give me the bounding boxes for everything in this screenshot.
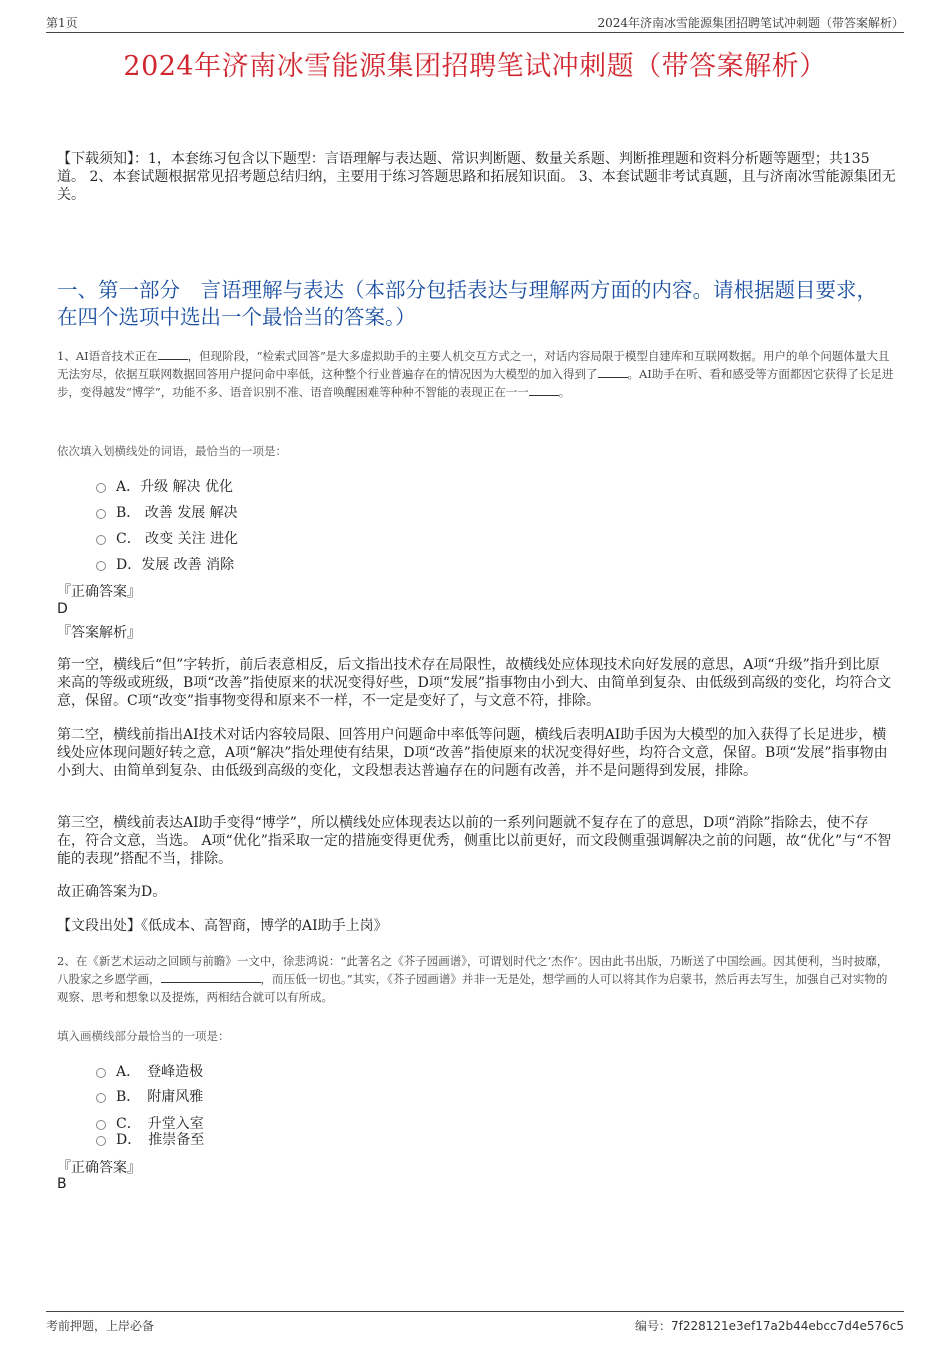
option-label: C． 改变 关注 进化 bbox=[116, 531, 239, 547]
radio-icon[interactable] bbox=[96, 535, 106, 545]
q1-answer-label: 『正确答案』 bbox=[57, 584, 141, 600]
q1-text-part: 。AI助手在听、看和感受等方面都因它获得了长足进步，变得越发“博学”，功能不多、语音识别不准、语音唤醒困难等种种不智能的表现正在一一 bbox=[57, 367, 894, 399]
radio-icon[interactable] bbox=[96, 561, 106, 571]
q1-analysis-paragraph: 第一空，横线后“但”字转折，前后表意相反，后文指出技术存在局限性，故横线处应体现技术向好发展的意思，A项“升级”指升到比原来高的等级或班级，B项“改善”指使原来的状况变得好些，D项“发展”指事物由小到大、由简单到复杂、由低级到高级的变化，均符合文意，保留。C项“改变”指事物变得和原来不一样，不一定是变好了，与文意不符，排除。 bbox=[57, 657, 892, 709]
page-title: 2024年济南冰雪能源集团招聘笔试冲刺题（带答案解析） bbox=[123, 51, 827, 82]
q1-option-b[interactable] bbox=[96, 502, 238, 522]
radio-icon[interactable] bbox=[96, 1136, 106, 1146]
blank-line bbox=[598, 377, 628, 378]
q1-text-part: 1、AI语音技术正在 bbox=[57, 349, 158, 363]
code-label: 编号： bbox=[634, 1319, 671, 1333]
blank-line bbox=[529, 395, 559, 396]
footer-code bbox=[635, 1317, 904, 1334]
q1-analysis-paragraph: 第二空，横线前指出AI技术对话内容较局限、回答用户问题命中率低等问题，横线后表明AI助手因为大模型的加入获得了长足进步，横线处应体现问题好转之意，A项“解决”指处理使有结果，D项“改善”指使原来的状况变得好些，均符合文意，保留。B项“发展”指事物由小到大、由简单到复杂、由低级到高级的变化，文段想表达普遍存在的问题有改善，并不是问题得到发展，排除。 bbox=[57, 727, 888, 779]
radio-icon[interactable] bbox=[96, 509, 106, 519]
option-label: A．升级 解决 优化 bbox=[116, 479, 234, 495]
option-label: B． 附庸风雅 bbox=[116, 1089, 204, 1105]
download-notice: 【下载须知】：1，本套练习包含以下题型：言语理解与表达题、常识判断题、数量关系题、判断推理题和资料分析题等题型；共135道。 2、本套试题根据常见招考题总结归纳，主要用于练习答题思路和拓展知识面。 3、本套试题非考试真题，且与济南冰雪能源集团无关。 bbox=[57, 151, 896, 203]
q2-option-b[interactable] bbox=[96, 1086, 203, 1106]
q2-option-a[interactable] bbox=[96, 1061, 203, 1081]
q1-text-part: ，但现阶段，“检索式回答”是大多虚拟助手的主要人机交互方式之一，对话内容局限于模型自建库和互联网数据。用户的单个问题体量大且无法穷尽，依据互联网数据回答用户提问命中率低，这种整个行业普遍存在的情况因为大模型的加入得到了 bbox=[57, 349, 890, 381]
q1-analysis-paragraph: 第三空，横线前表达AI助手变得“博学”，所以横线处应体现表达以前的一系列问题就不复存在了的意思，D项“消除”指除去，使不存在，符合文意，当选。 A项“优化”指采取一定的措施变得更优秀，侧重比以前更好，而文段侧重强调解决之前的问题，故“优化”与“不智能的表现”搭配不当，排除。 bbox=[57, 815, 892, 867]
radio-icon[interactable] bbox=[96, 483, 106, 493]
q1-text-part: 。 bbox=[558, 385, 571, 399]
question-1-prompt: 依次填入划横线处的词语，最恰当的一项是： bbox=[57, 444, 287, 458]
q2-text-part: ，而压低一切也。”其实，《芥子园画谱》并非一无是处，想学画的人可以将其作为启蒙书，然后再去写生，加强自己对实物的观察、思考和想象以及提炼，两相结合就可以有所成。 bbox=[57, 972, 888, 1004]
question-2-prompt: 填入画横线部分最恰当的一项是： bbox=[57, 1029, 230, 1043]
q1-source: 【文段出处】《低成本、高智商，博学的AI助手上岗》 bbox=[57, 918, 388, 934]
q2-text-part: 2、在《新艺术运动之回顾与前瞻》一文中，徐悲鸿说：“此著名之《芥子园画谱》，可谓划时代之‘杰作’。因由此书出版，乃断送了中国绘画。因其便利，当时披靡，八股家之乡愿学画， bbox=[57, 954, 889, 986]
radio-icon[interactable] bbox=[96, 1068, 106, 1078]
question-2-text bbox=[57, 952, 897, 1006]
q1-option-d[interactable] bbox=[96, 554, 234, 574]
page-number: 第1页 bbox=[46, 16, 78, 30]
q1-analysis-conclusion: 故正确答案为D。 bbox=[57, 884, 167, 900]
q1-option-a[interactable] bbox=[96, 476, 233, 496]
q2-answer-label: 『正确答案』 bbox=[57, 1160, 141, 1176]
option-label: C． 升堂入室 bbox=[116, 1116, 204, 1132]
q1-analysis-label: 『答案解析』 bbox=[57, 625, 141, 641]
question-1-text bbox=[57, 347, 897, 401]
header-doc-title: 2024年济南冰雪能源集团招聘笔试冲刺题（带答案解析） bbox=[597, 16, 904, 30]
code-value: 7f228121e3ef17a2b44ebcc7d4e576c5 bbox=[670, 1319, 904, 1333]
option-label: D．发展 改善 消除 bbox=[116, 557, 235, 573]
section-heading: 一、第一部分 言语理解与表达（本部分包括表达与理解两方面的内容。请根据题目要求，在四个选项中选出一个最恰当的答案。） bbox=[57, 278, 877, 329]
radio-icon[interactable] bbox=[96, 1120, 106, 1130]
q1-answer: D bbox=[57, 601, 68, 617]
blank-line bbox=[161, 982, 261, 983]
q2-answer: B bbox=[57, 1176, 67, 1192]
page-header bbox=[46, 14, 904, 33]
option-label: B． 改善 发展 解决 bbox=[116, 505, 238, 521]
page-footer bbox=[46, 1311, 904, 1334]
blank-line bbox=[158, 359, 188, 360]
q2-option-d[interactable] bbox=[96, 1129, 204, 1149]
footer-slogan: 考前押题，上岸必备 bbox=[46, 1319, 155, 1333]
radio-icon[interactable] bbox=[96, 1093, 106, 1103]
option-label: A． 登峰造极 bbox=[116, 1064, 204, 1080]
q1-option-c[interactable] bbox=[96, 528, 238, 548]
option-label: D． 推崇备至 bbox=[116, 1132, 205, 1148]
